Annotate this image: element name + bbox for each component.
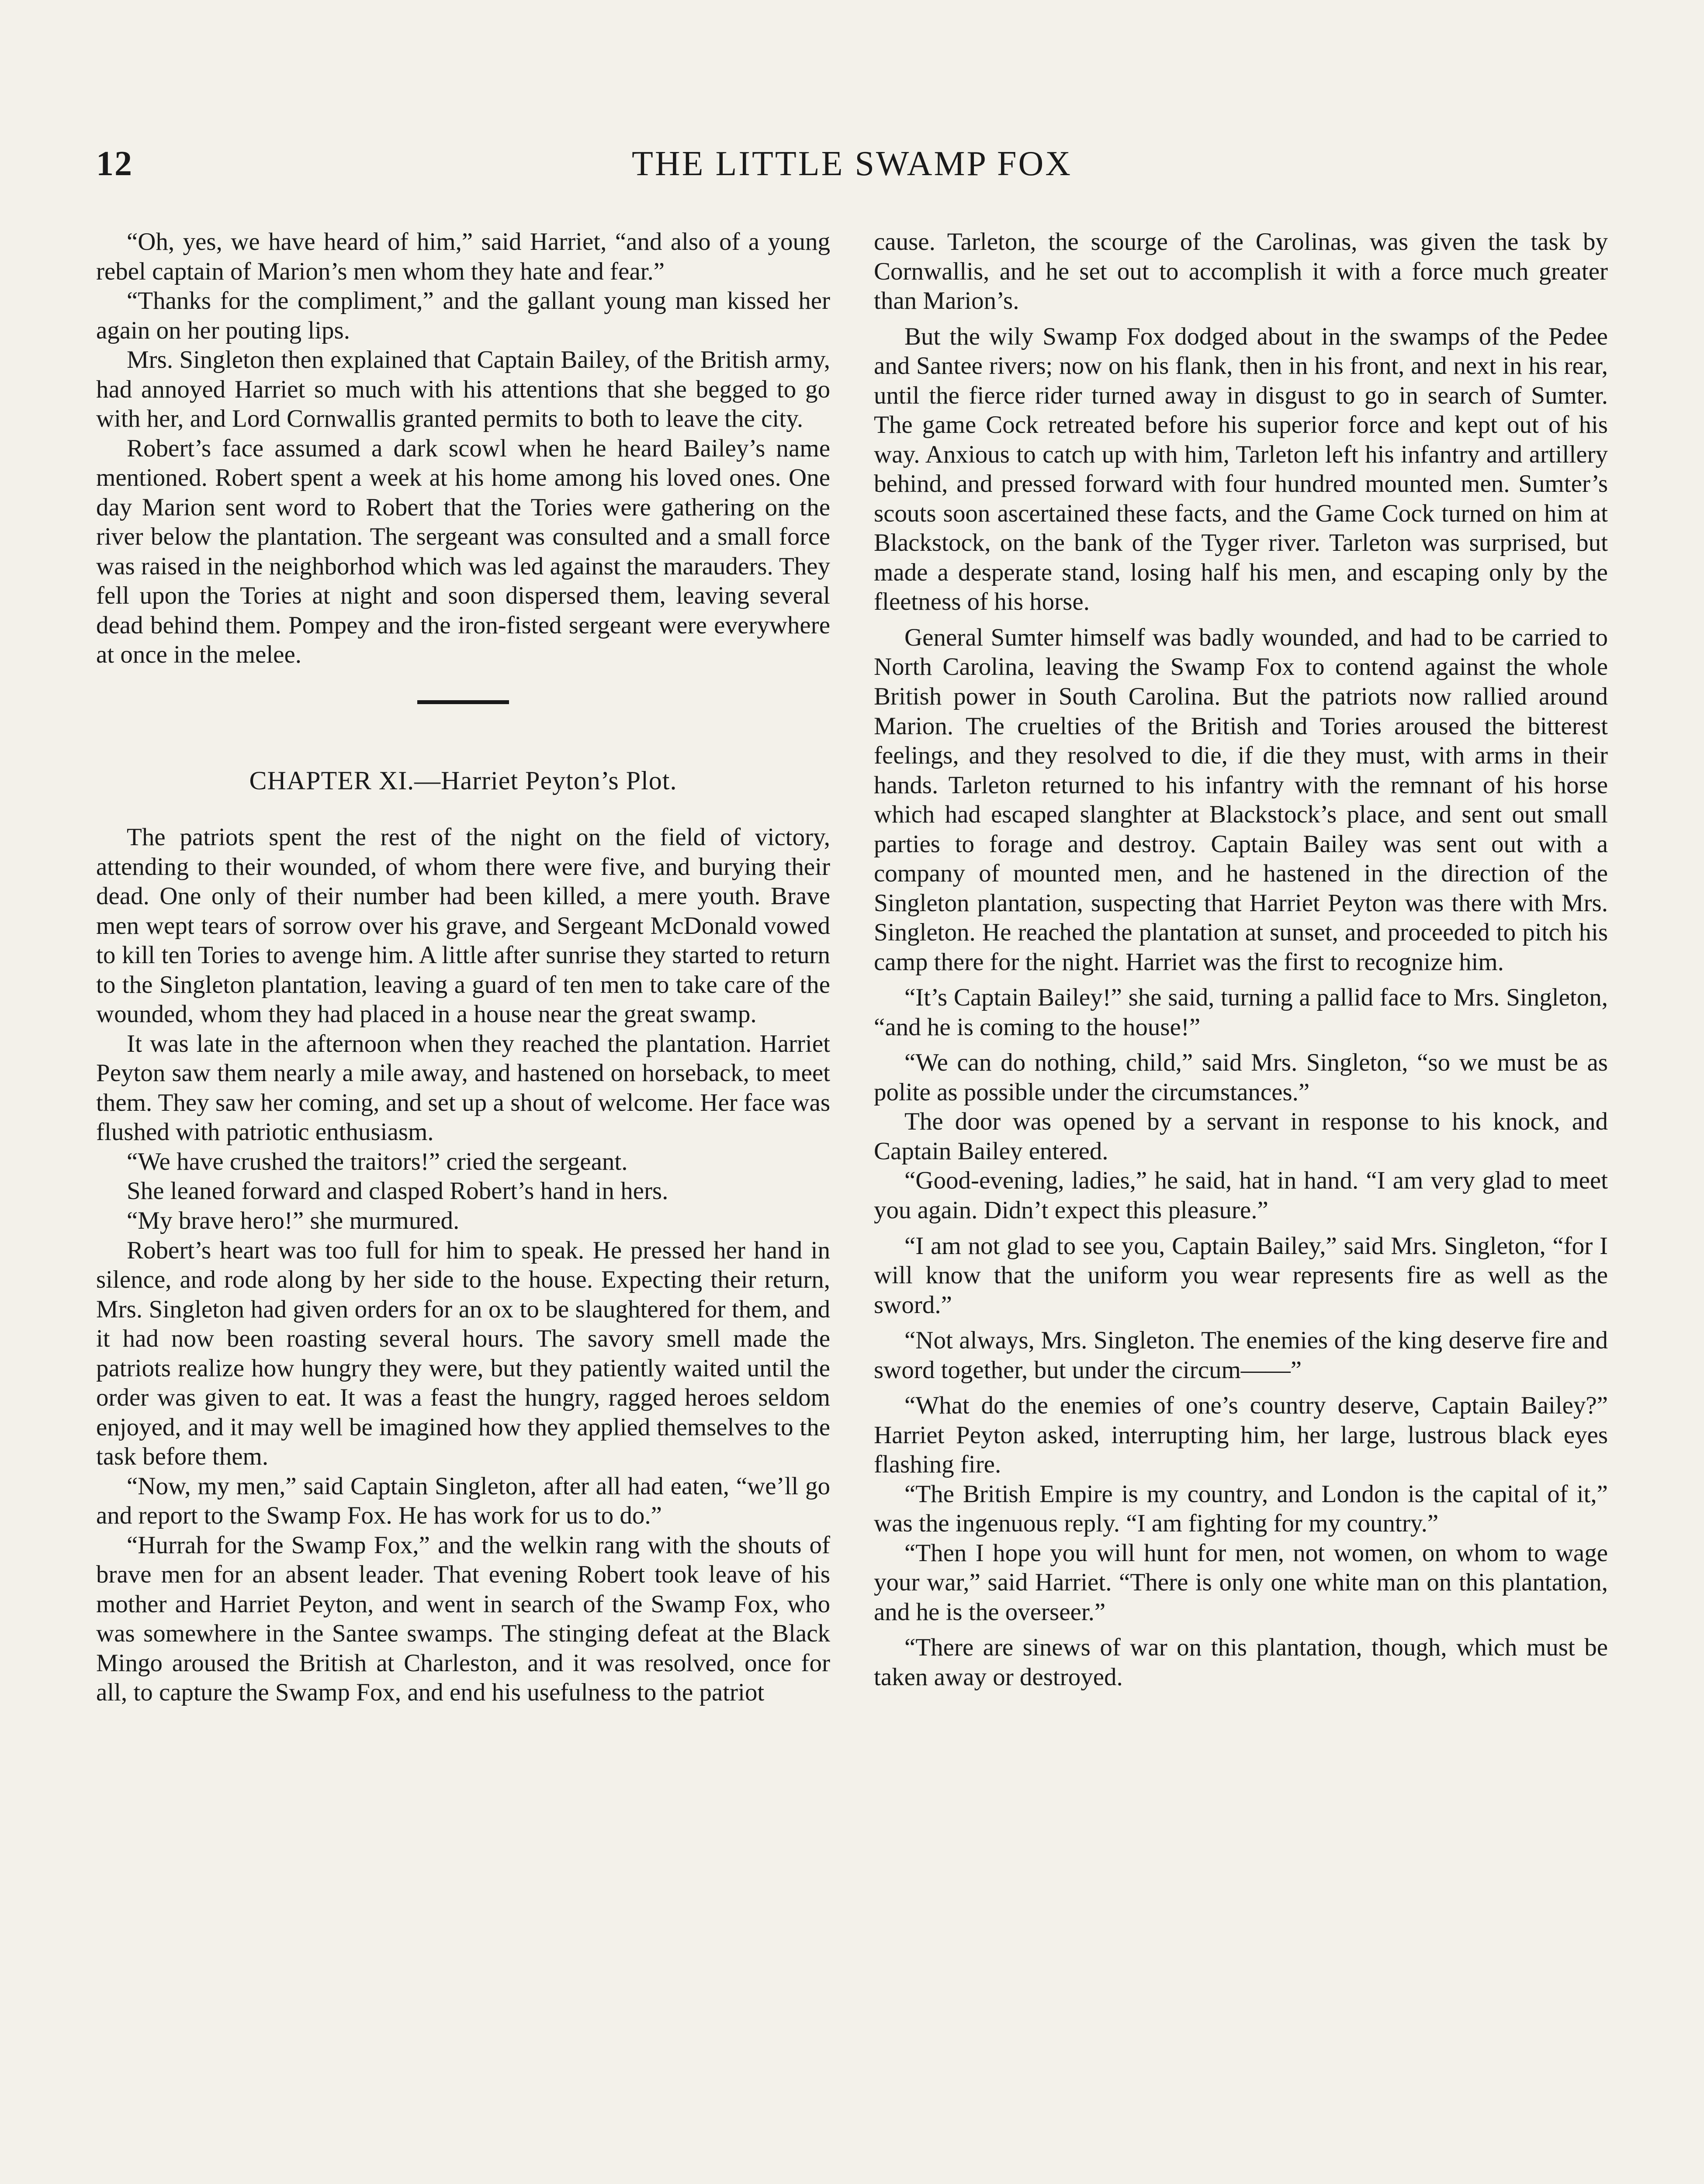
paragraph: “Good-evening, ladies,” he said, hat in hand. “I am very glad to meet you again. Didn’t expect this pleasure.” <box>874 1167 1608 1224</box>
page-number: 12 <box>96 145 133 183</box>
paragraph: “We can do nothing, child,” said Mrs. Singleton, “so we must be as polite as possible under the circumstances.” <box>874 1049 1608 1106</box>
right-column <box>874 227 1608 1707</box>
paragraph: “What do the enemies of one’s country deserve, Captain Bailey?” Harriet Peyton asked, interrupting him, her large, lustrous black eyes flashing fire. <box>874 1392 1608 1479</box>
paragraph: General Sumter himself was badly wounded, and had to be carried to North Carolina, leaving the Swamp Fox to contend against the whole British power in South Carolina. But the patriots now rallied around Marion. The cruelties of the British and Tories aroused the bitterest feelings, and they resolved to die, if die they must, with arms in their hands. Tarleton returned to his infantry with the remnant of his horse which had escaped slanghter at Blackstock’s place, and sent out small parties to forage and destroy. Captain Bailey was sent out with a company of mounted men, and he hastened in the direction of the Singleton plantation, suspecting that Harriet Peyton was there with Mrs. Singleton. He reached the plantation at sunset, and proceeded to pitch his camp there for the night. Harriet was the first to recognize him. <box>874 623 1608 976</box>
paragraph: “It’s Captain Bailey!” she said, turning a pallid face to Mrs. Singleton, “and he is coming to the house!” <box>874 984 1608 1041</box>
paragraph: The door was opened by a servant in response to his knock, and Captain Bailey entered. <box>874 1108 1608 1165</box>
page-header <box>96 144 1608 210</box>
paragraph: “Hurrah for the Swamp Fox,” and the welkin rang with the shouts of brave men for an absent leader. That evening Robert took leave of his mother and Harriet Peyton, and went in search of the Swamp Fox, who was somewhere in the Santee swamps. The stinging defeat at the Black Mingo aroused the British at Charleston, and it was resolved, once for all, to capture the Swamp Fox, and end his usefulness to the patriot <box>96 1531 830 1707</box>
paragraph: “Thanks for the compliment,” and the gallant young man kissed her again on her pouting lips. <box>96 287 830 344</box>
paragraph: But the wily Swamp Fox dodged about in the swamps of the Pedee and Santee rivers; now on his flank, then in his front, and next in his rear, until the fierce rider turned away in disgust to go in search of Sumter. The game Cock retreated before his superior force and kept out of his way. Anxious to catch up with him, Tarleton left his infantry and artillery behind, and pressed forward with four hundred mounted men. Sumter’s scouts soon ascertained these facts, and the Game Cock turned on him at Blackstock, on the bank of the Tyger river. Tarleton was surprised, but made a desperate stand, losing half his men, and escaping only by the fleetness of his horse. <box>874 322 1608 616</box>
paragraph: “We have crushed the traitors!” cried the sergeant. <box>127 1147 628 1175</box>
paragraph: Mrs. Singleton then explained that Captain Bailey, of the British army, had annoyed Harriet so much with his attentions that she begged to go with her, and Lord Cornwallis granted permits to both to leave the city. <box>96 346 830 433</box>
section-divider <box>417 700 509 704</box>
paragraph: “Not always, Mrs. Singleton. The enemies of the king deserve fire and sword together, but under the circum——” <box>874 1327 1608 1384</box>
paragraph: The patriots spent the rest of the night on the field of victory, attending to their wounded, of whom there were five, and burying their dead. One only of their number had been killed, a mere youth. Brave men wept tears of sorrow over his grave, and Sergeant McDonald vowed to kill ten Tories to avenge him. A little after sunrise they started to return to the Singleton plantation, leaving a guard of ten men to take care of the wounded, whom they had placed in a house near the great swamp. <box>96 823 830 1028</box>
paragraph: Robert’s heart was too full for him to speak. He pressed her hand in silence, and rode along by her side to the house. Expecting their return, Mrs. Singleton had given orders for an ox to be slaughtered for them, and it had now been roasting several hours. The savory smell made the patriots realize how hungry they were, but they patiently waited until the order was given to eat. It was a feast the hungry, ragged heroes seldom enjoyed, and it may well be imagined how they applied themselves to the task before them. <box>96 1236 830 1471</box>
paragraph: “My brave hero!” she murmured. <box>127 1206 460 1234</box>
paragraph: “Then I hope you will hunt for men, not women, on whom to wage your war,” said Harriet. “There is only one white man on this plantation, and he is the overseer.” <box>874 1539 1608 1626</box>
paragraph: “There are sinews of war on this plantation, though, which must be taken away or destroyed. <box>874 1634 1608 1691</box>
chapter-heading: CHAPTER XI.—Harriet Peyton’s Plot. <box>249 766 677 795</box>
paragraph: “I am not glad to see you, Captain Bailey,” said Mrs. Singleton, “for I will know that the uniform you wear represents fire as well as the sword.” <box>874 1232 1608 1319</box>
paragraph: Robert’s face assumed a dark scowl when he heard Bailey’s name mentioned. Robert spent a week at his home among his loved ones. One day Marion sent word to Robert that the Tories were gathering on the river below the plantation. The sergeant was consulted and a small force was raised in the neighborhod which was led against the marauders. They fell upon the Tories at night and soon dispersed them, leaving several dead behind them. Pompey and the iron-fisted sergeant were everywhere at once in the melee. <box>96 434 830 669</box>
paragraph: “The British Empire is my country, and London is the capital of it,” was the ingenuous reply. “I am fighting for my country.” <box>874 1480 1608 1538</box>
text-columns <box>96 227 1608 1707</box>
paragraph: “Oh, yes, we have heard of him,” said Harriet, “and also of a young rebel captain of Marion’s men whom they hate and fear.” <box>96 228 830 285</box>
running-title: THE LITTLE SWAMP FOX <box>631 145 1073 183</box>
left-column <box>96 227 830 1707</box>
paragraph: It was late in the afternoon when they reached the plantation. Harriet Peyton saw them nearly a mile away, and hastened on horseback, to meet them. They saw her coming, and set up a shout of welcome. Her face was flushed with patriotic enthusiasm. <box>96 1030 830 1146</box>
paragraph: She leaned forward and clasped Robert’s hand in hers. <box>127 1177 668 1205</box>
paragraph: “Now, my men,” said Captain Singleton, after all had eaten, “we’ll go and report to the Swamp Fox. He has work for us to do.” <box>96 1472 830 1530</box>
paragraph: cause. Tarleton, the scourge of the Carolinas, was given the task by Cornwallis, and he set out to accomplish it with a force much greater than Marion’s. <box>874 228 1608 315</box>
